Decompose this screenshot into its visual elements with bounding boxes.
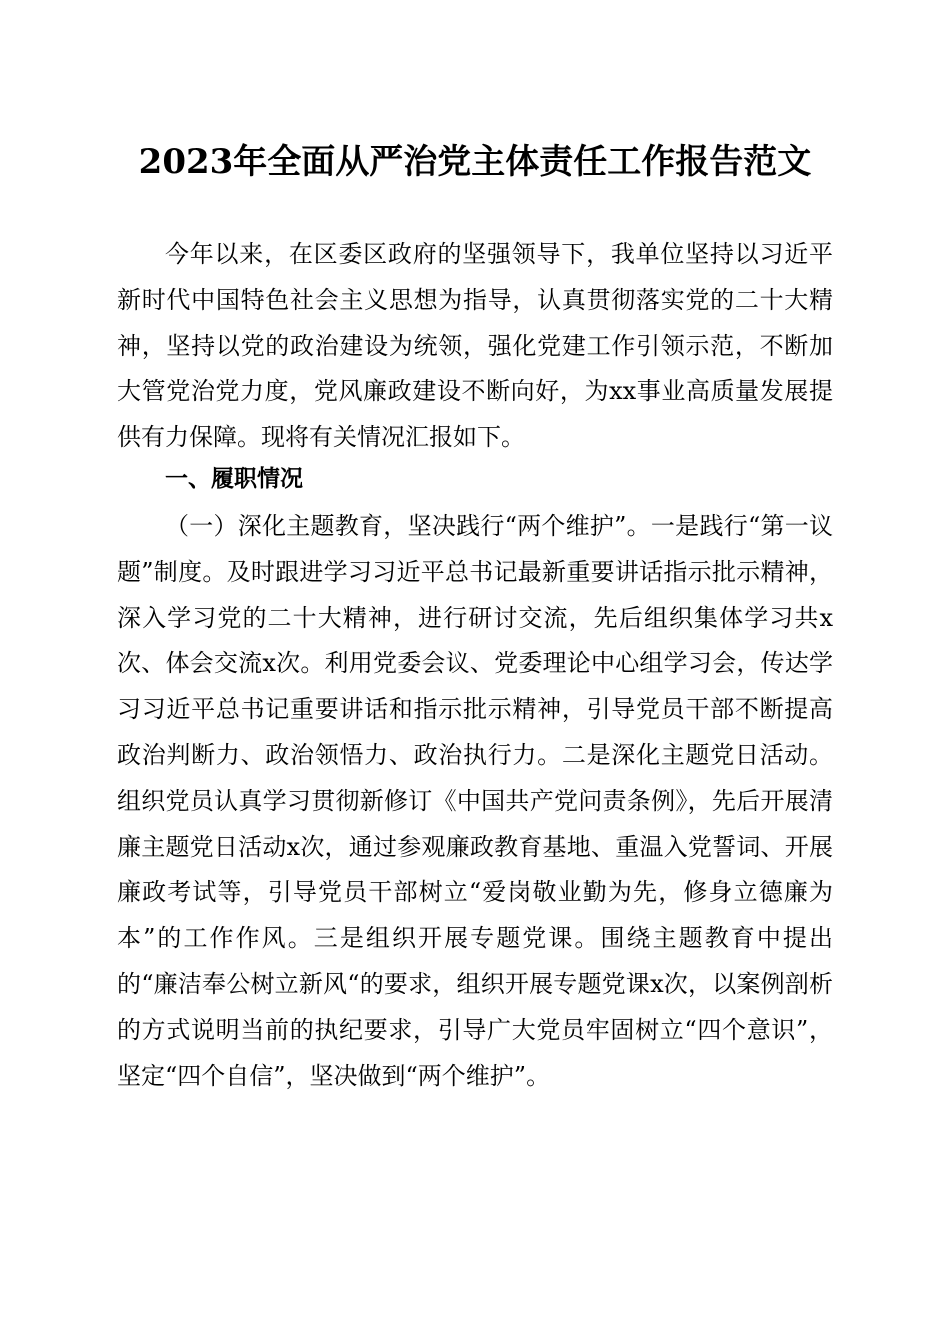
intro-paragraph: 今年以来，在区委区政府的坚强领导下，我单位坚持以习近平新时代中国特色社会主义思想为指导，认真贯彻落实党的二十大精神，坚持以党的政治建设为统领，强化党建工作引领示范，不断加大管党治党力度，党风廉政建设不断向好，为xx事业高质量发展提供有力保障。现将有关情况汇报如下。 [117, 240, 833, 452]
document-title: 2023年全面从严治党主体责任工作报告范文 [138, 142, 812, 182]
section-paragraph: （一）深化主题教育，坚决践行“两个维护”。一是践行“第一议题”制度。及时跟进学习习近平总书记最新重要讲话指示批示精神，深入学习党的二十大精神，进行研讨交流，先后组织集体学习共x次、体会交流x次。利用党委会议、党委理论中心组学习会，传达学习习近平总书记重要讲话和指示批示精神，引导党员干部不断提高政治判断力、政治领悟力、政治执行力。二是深化主题党日活动。组织党员认真学习贯彻新修订《中国共产党问责条例》，先后开展清廉主题党日活动x次，通过参观廉政教育基地、重温入党誓词、开展廉政考试等，引导党员干部树立“爱岗敬业勤为先，修身立德廉为本”的工作作风。三是组织开展专题党课。围绕主题教育中提出的“廉洁奉公树立新风“的要求，组织开展专题党课x次，以案例剖析的方式说明当前的执纪要求，引导广大党员牢固树立“四个意识”，坚定“四个自信”，坚决做到“两个维护”。 [117, 512, 833, 1090]
section-heading: 一、履职情况 [165, 466, 303, 492]
